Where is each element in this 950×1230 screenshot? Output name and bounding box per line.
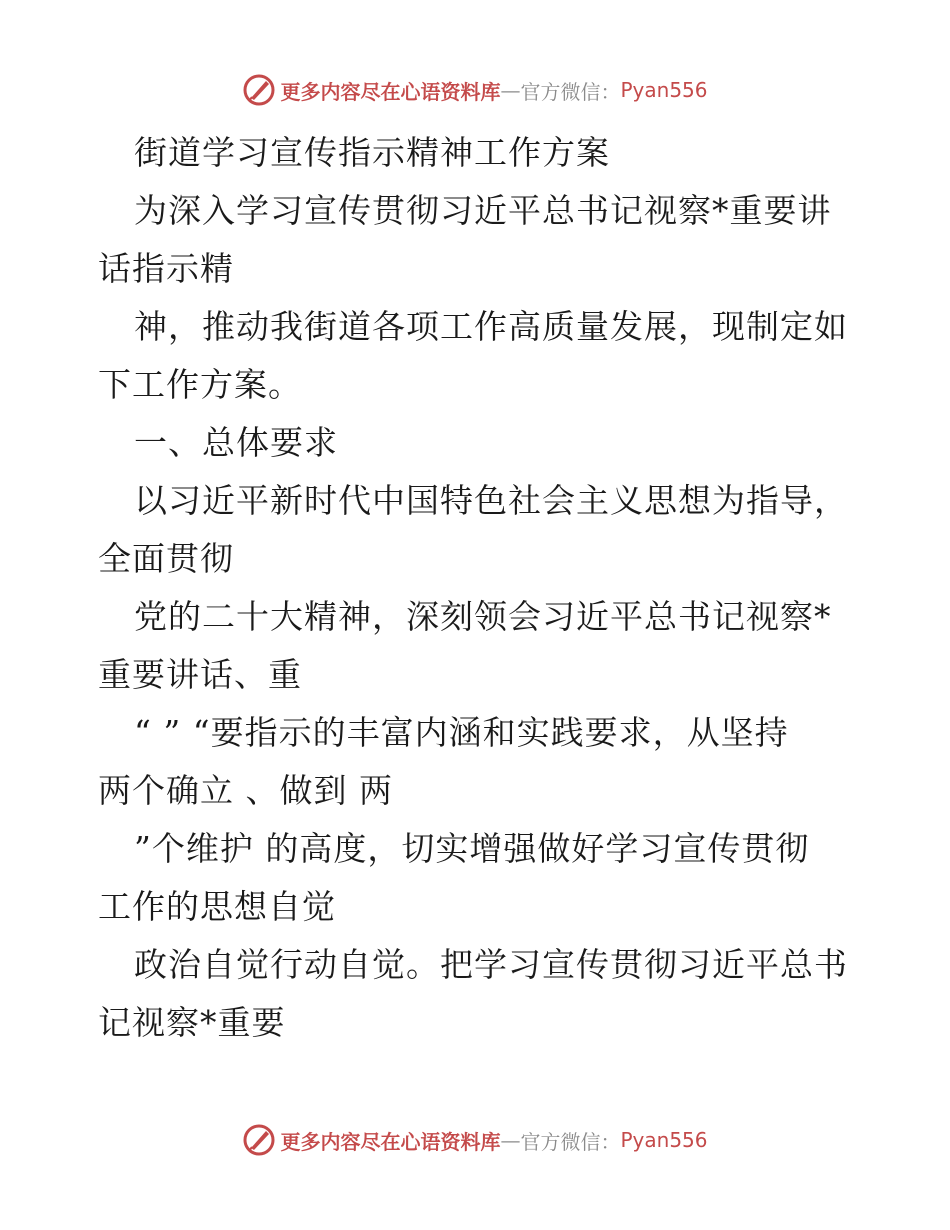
watermark-footer [0, 1120, 950, 1160]
watermark-official-text: 官方微信： [520, 79, 621, 104]
watermark-brand-text: 更多内容尽在心语资料库 [280, 1129, 501, 1154]
document-title: 街道学习宣传指示精神工作方案 [134, 133, 610, 172]
paragraph-line: 政治自觉行动自觉。把学习宣传贯彻习近平总书 [134, 945, 848, 984]
watermark-header [0, 70, 950, 110]
quill-logo-icon [242, 1123, 276, 1157]
paragraph-line: 话指示精 [98, 249, 234, 288]
watermark-dash: — [500, 78, 521, 102]
paragraph-line: 工作的思想自觉 [98, 887, 336, 926]
paragraph-line: 以习近平新时代中国特色社会主义思想为指导， [134, 481, 848, 520]
quill-logo-icon [242, 73, 276, 107]
paragraph-line: 记视察*重要 [98, 1003, 286, 1042]
paragraph-line: 神，推动我街道各项工作高质量发展，现制定如 [134, 307, 848, 346]
paragraph-line: 党的二十大精神，深刻领会习近平总书记视察* [134, 597, 832, 636]
paragraph-line: 为深入学习宣传贯彻习近平总书记视察*重要讲 [134, 191, 832, 230]
watermark-official-text: 官方微信： [520, 1129, 621, 1154]
document-body [98, 124, 858, 1052]
paragraph-line: 下工作方案。 [98, 365, 302, 404]
watermark-wechat-id: Pyan556 [620, 78, 708, 102]
paragraph-line: ”个维护 的高度，切实增强做好学习宣传贯彻 [134, 829, 810, 868]
watermark-wechat-id: Pyan556 [620, 1128, 708, 1152]
paragraph-line: 两个确立 、做到 两 [98, 771, 393, 810]
watermark-brand-text: 更多内容尽在心语资料库 [280, 79, 501, 104]
paragraph-line: “ ” “要指示的丰富内涵和实践要求，从坚持 [134, 713, 789, 752]
section-heading: 一、总体要求 [134, 423, 338, 462]
paragraph-line: 全面贯彻 [98, 539, 234, 578]
watermark-dash: — [500, 1128, 521, 1152]
paragraph-line: 重要讲话、重 [98, 655, 302, 694]
